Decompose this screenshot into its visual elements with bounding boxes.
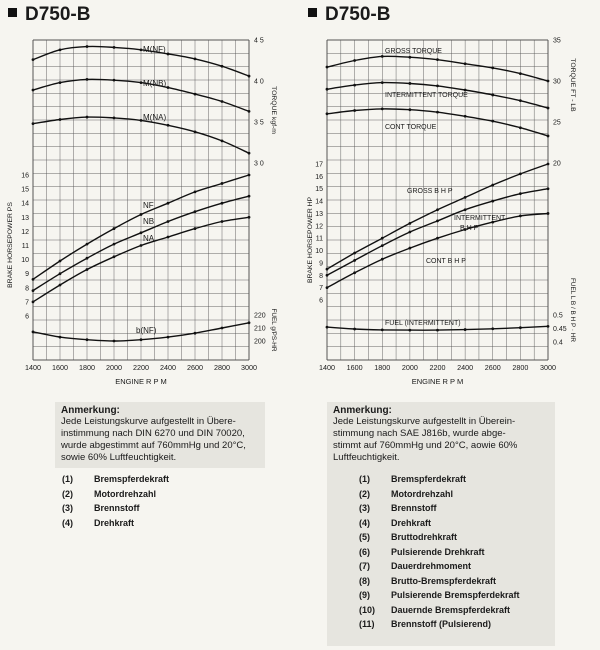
data-point — [326, 286, 329, 289]
data-point — [381, 237, 384, 240]
left-legend — [62, 474, 262, 532]
left-axis-tick-label: 8 — [319, 272, 323, 280]
data-point — [547, 107, 550, 110]
left-legend-item — [62, 474, 262, 489]
left-axis-tick-label: 14 — [315, 198, 323, 206]
label-cont-torque: CONT TORQUE — [385, 124, 437, 131]
torque-axis-tick-label: 3 5 — [254, 119, 264, 127]
data-point — [113, 79, 116, 82]
legend-number: (10) — [359, 604, 376, 615]
data-point — [491, 200, 494, 203]
right-legend-item — [359, 474, 549, 489]
data-point — [547, 187, 550, 190]
data-point — [59, 336, 62, 339]
left-axis-tick-label: 14 — [21, 200, 29, 208]
torque-axis-label: TORQUE kgf-m — [270, 86, 277, 134]
x-tick-label: 2600 — [484, 363, 501, 372]
data-point — [32, 122, 35, 125]
data-point — [86, 257, 89, 260]
left-axis-label: BRAKE HORSEPOWER HP — [307, 196, 314, 284]
data-point — [519, 99, 522, 102]
x-tick-label: 2000 — [106, 363, 122, 372]
legend-label: Dauernde Bremspferdekraft — [391, 604, 511, 615]
left-axis-tick-label: 8 — [25, 285, 29, 293]
data-point — [167, 236, 170, 239]
x-tick-label: 2000 — [401, 363, 418, 372]
data-point — [326, 274, 329, 277]
fuel-axis-tick-label: 210 — [254, 325, 266, 333]
data-point — [59, 260, 62, 263]
label-gross-bhp: GROSS B H P — [407, 188, 453, 195]
fuel-axis-tick-label: 0.45 — [553, 326, 567, 333]
right-legend-item — [359, 532, 549, 547]
data-point — [353, 252, 356, 255]
data-point — [32, 89, 35, 92]
legend-label: Brennstoff — [94, 503, 140, 513]
data-point — [436, 85, 439, 88]
legend-label: Bremspferdekraft — [94, 474, 170, 484]
left-axis-tick-label: 7 — [25, 299, 29, 307]
torque-axis-tick-label: 4 0 — [254, 78, 264, 86]
data-point — [519, 215, 522, 218]
right-legend-item — [359, 576, 549, 591]
data-point — [86, 45, 89, 48]
right-legend-item — [359, 489, 549, 504]
fuel-axis-label: FUEL g/PS-HR — [270, 308, 277, 352]
data-point — [464, 115, 467, 118]
left-axis-tick-label: 6 — [319, 297, 323, 305]
left-chart-title: D750-B — [25, 4, 91, 25]
left-axis-tick-label: 13 — [315, 210, 323, 218]
data-point — [248, 321, 251, 324]
data-point — [381, 55, 384, 58]
torque-axis-tick-label: 35 — [553, 37, 561, 45]
data-point — [248, 75, 251, 78]
data-point — [59, 284, 62, 287]
data-point — [381, 244, 384, 247]
fuel-axis-label: FUEL L B / B H P · HR — [569, 277, 576, 343]
data-point — [491, 120, 494, 123]
legend-label: Pulsierende Bremspferdekraft — [391, 590, 520, 600]
data-point — [167, 336, 170, 339]
data-point — [519, 326, 522, 329]
data-point — [491, 184, 494, 187]
legend-number: (11) — [359, 619, 375, 629]
left-axis-tick-label: 16 — [315, 173, 323, 181]
fuel-axis-tick-label: 0.4 — [553, 339, 563, 347]
data-point — [353, 109, 356, 112]
torque-axis-tick-label: 20 — [553, 160, 561, 168]
data-point — [491, 327, 494, 330]
label-intermittent-torque: INTERMITTENT TORQUE — [385, 92, 468, 99]
legend-number: (8) — [359, 575, 370, 586]
data-point — [436, 58, 439, 61]
left-note-heading: Anmerkung: — [61, 405, 120, 416]
data-point — [167, 53, 170, 56]
data-point — [547, 325, 550, 328]
data-point — [194, 191, 197, 194]
left-axis-tick-label: 9 — [319, 260, 323, 268]
right-performance-chart — [300, 0, 600, 395]
data-point — [140, 119, 143, 122]
label-nb: NB — [143, 217, 155, 226]
label-fuel-intermittent: FUEL (INTERMITTENT) — [385, 320, 461, 327]
data-point — [167, 124, 170, 127]
data-point — [32, 301, 35, 304]
x-tick-label: 2400 — [160, 363, 176, 372]
x-axis-label: ENGINE R P M — [115, 377, 167, 386]
label-m-na: M(NA) — [143, 113, 167, 122]
data-point — [140, 81, 143, 84]
legend-number: (1) — [62, 474, 73, 484]
x-tick-label: 3000 — [540, 363, 556, 372]
data-point — [221, 65, 224, 68]
fuel-axis-tick-label: 220 — [254, 312, 266, 320]
data-point — [221, 182, 224, 185]
data-point — [221, 100, 224, 103]
data-point — [436, 111, 439, 114]
data-point — [353, 328, 356, 331]
label-b-nf: b(NF) — [136, 326, 157, 335]
data-point — [326, 112, 329, 115]
data-point — [167, 220, 170, 223]
data-point — [353, 271, 356, 274]
x-tick-label: 2200 — [133, 363, 149, 372]
data-point — [408, 247, 411, 250]
data-point — [113, 340, 116, 343]
data-point — [221, 202, 224, 205]
data-point — [167, 202, 170, 205]
legend-label: Drehkraft — [94, 517, 135, 528]
legend-number: (1) — [359, 474, 370, 484]
data-point — [59, 48, 62, 51]
left-axis-tick-label: 11 — [21, 243, 29, 250]
data-point — [86, 268, 89, 271]
data-point — [32, 331, 35, 334]
data-point — [519, 192, 522, 195]
x-tick-label: 1600 — [346, 363, 363, 372]
data-point — [194, 93, 197, 96]
data-point — [248, 152, 251, 155]
right-legend-item — [359, 590, 549, 605]
left-axis-tick-label: 15 — [315, 186, 323, 194]
legend-label: Pulsierende Drehkraft — [391, 546, 485, 557]
legend-number: (3) — [62, 503, 73, 513]
label-intermittent-bhp-2: B H P — [460, 225, 479, 232]
legend-number: (3) — [359, 503, 370, 513]
data-point — [547, 212, 550, 215]
data-point — [381, 107, 384, 110]
data-point — [519, 72, 522, 75]
data-point — [436, 237, 439, 240]
data-point — [408, 329, 411, 332]
data-point — [464, 196, 467, 199]
legend-label: Bremspferdekraft — [391, 474, 467, 484]
data-point — [194, 57, 197, 60]
data-point — [140, 213, 143, 216]
data-point — [113, 227, 116, 230]
data-point — [519, 172, 522, 175]
data-point — [32, 278, 35, 281]
data-point — [464, 89, 467, 92]
label-intermittent-bhp: INTERMITTENT — [454, 215, 506, 222]
x-tick-label: 1400 — [25, 363, 41, 372]
data-point — [519, 126, 522, 129]
legend-label: Dauerdrehmoment — [391, 561, 472, 571]
legend-label: Brennstoff — [391, 503, 437, 513]
label-m-nb: M(NB) — [143, 79, 167, 88]
data-point — [194, 227, 197, 230]
data-point — [113, 243, 116, 246]
x-tick-label: 3000 — [241, 363, 257, 372]
data-point — [194, 210, 197, 213]
left-legend-item — [62, 489, 262, 504]
data-point — [464, 208, 467, 211]
data-point — [140, 231, 143, 234]
data-point — [381, 258, 384, 261]
left-axis-tick-label: 10 — [21, 257, 29, 265]
data-point — [221, 327, 224, 330]
legend-label: Brennstoff (Pulsierend) — [391, 619, 492, 629]
data-point — [547, 163, 550, 166]
left-axis-tick-label: 17 — [315, 161, 323, 169]
data-point — [326, 268, 329, 271]
x-axis-label: ENGINE R P M — [411, 377, 464, 386]
data-point — [140, 48, 143, 51]
data-point — [140, 338, 143, 341]
data-point — [381, 328, 384, 331]
right-note-heading: Anmerkung: — [333, 405, 392, 416]
label-na: NA — [143, 234, 155, 243]
legend-label: Brutto-Bremspferdekraft — [391, 575, 497, 586]
data-point — [464, 328, 467, 331]
data-point — [326, 88, 329, 91]
x-tick-label: 2800 — [214, 363, 230, 372]
legend-number: (2) — [359, 488, 370, 499]
data-point — [248, 195, 251, 198]
data-point — [353, 259, 356, 262]
right-legend-item — [359, 619, 549, 634]
legend-number: (4) — [62, 517, 73, 528]
data-point — [59, 118, 62, 121]
left-note — [55, 402, 265, 468]
right-legend — [359, 474, 549, 634]
data-point — [221, 139, 224, 142]
legend-number: (5) — [359, 532, 370, 542]
data-point — [32, 58, 35, 61]
data-point — [248, 174, 251, 177]
legend-label: Motordrehzahl — [94, 488, 156, 499]
x-tick-label: 2200 — [429, 363, 446, 372]
fuel-axis-tick-label: 0.5 — [553, 312, 563, 320]
data-point — [464, 62, 467, 65]
data-point — [408, 56, 411, 59]
data-point — [86, 338, 89, 341]
x-tick-label: 1400 — [319, 363, 335, 372]
data-point — [353, 59, 356, 62]
data-point — [326, 66, 329, 69]
data-point — [436, 329, 439, 332]
left-axis-tick-label: 6 — [25, 313, 29, 321]
data-point — [353, 84, 356, 87]
right-legend-item — [359, 518, 549, 533]
legend-label: Drehkraft — [391, 517, 432, 528]
data-point — [140, 244, 143, 247]
left-axis-label: BRAKE HORSEPOWER PS — [7, 202, 14, 288]
data-point — [59, 272, 62, 275]
left-axis-tick-label: 9 — [25, 271, 29, 279]
left-performance-chart — [0, 0, 300, 395]
legend-number: (6) — [359, 546, 370, 557]
data-point — [194, 130, 197, 133]
x-tick-label: 1800 — [79, 363, 95, 372]
legend-number: (4) — [359, 517, 370, 528]
left-axis-tick-label: 13 — [21, 214, 29, 222]
data-point — [547, 80, 550, 83]
data-point — [113, 46, 116, 49]
torque-axis-label: TORQUE FT - LB — [569, 58, 576, 112]
data-point — [113, 255, 116, 258]
x-tick-label: 1800 — [374, 363, 391, 372]
legend-number: (7) — [359, 561, 370, 571]
data-point — [491, 94, 494, 97]
data-point — [547, 135, 550, 138]
x-tick-label: 2400 — [457, 363, 474, 372]
left-axis-tick-label: 12 — [315, 223, 323, 231]
data-point — [221, 220, 224, 223]
right-legend-item — [359, 605, 549, 620]
data-point — [436, 219, 439, 222]
torque-axis-tick-label: 25 — [553, 119, 561, 127]
left-axis-tick-label: 7 — [319, 285, 323, 293]
legend-label: Motordrehzahl — [391, 488, 453, 499]
data-point — [86, 116, 89, 119]
right-legend-item — [359, 547, 549, 562]
data-point — [408, 231, 411, 234]
left-axis-tick-label: 16 — [21, 172, 29, 180]
data-point — [436, 208, 439, 211]
label-gross-torque: GROSS TORQUE — [385, 48, 442, 55]
legend-number: (2) — [62, 488, 73, 499]
data-point — [408, 222, 411, 225]
left-legend-item — [62, 503, 262, 518]
data-point — [86, 243, 89, 246]
torque-axis-tick-label: 30 — [553, 78, 561, 86]
data-point — [59, 81, 62, 84]
x-tick-label: 1600 — [52, 363, 68, 372]
x-tick-label: 2600 — [187, 363, 203, 372]
data-point — [167, 86, 170, 89]
legend-number: (9) — [359, 590, 370, 600]
left-axis-tick-label: 15 — [21, 186, 29, 194]
right-note — [327, 402, 555, 646]
torque-axis-tick-label: 4 5 — [254, 37, 264, 45]
data-point — [491, 66, 494, 69]
right-note-text: Jede Leistungskurve aufgestellt in Überein- stimmung nach SAE J816b, wurde abge- stimmt auf 760mmHg und 20°C, aowie 60% Luftfeuchtigkeit. — [333, 416, 518, 463]
data-point — [381, 81, 384, 84]
label-cont-bhp: CONT B H P — [426, 258, 466, 265]
data-point — [32, 289, 35, 292]
data-point — [86, 78, 89, 81]
left-axis-tick-label: 11 — [315, 235, 323, 243]
left-axis-tick-label: 10 — [315, 248, 323, 256]
data-point — [248, 110, 251, 113]
data-point — [194, 332, 197, 335]
data-point — [326, 326, 329, 329]
left-axis-tick-label: 12 — [21, 228, 29, 236]
data-point — [408, 108, 411, 111]
data-point — [408, 82, 411, 85]
right-legend-item — [359, 503, 549, 518]
data-point — [113, 117, 116, 120]
left-note-text: Jede Leistungskurve aufgestellt in Übere- instimmung nach DIN 6270 und DIN 70020, wurde abgestimmt auf 760mmHg und 20°C, sowie 60% Luftfeuchtigkeit. — [61, 416, 246, 463]
fuel-axis-tick-label: 200 — [254, 338, 266, 346]
right-legend-item — [359, 561, 549, 576]
data-point — [248, 216, 251, 219]
label-nf: NF — [143, 201, 154, 210]
label-m-nf: M(NF) — [143, 45, 166, 54]
torque-axis-tick-label: 3 0 — [254, 160, 264, 168]
x-tick-label: 2800 — [512, 363, 529, 372]
right-chart-title: D750-B — [325, 4, 391, 25]
legend-label: Bruttodrehkraft — [391, 532, 458, 542]
left-legend-item — [62, 518, 262, 533]
